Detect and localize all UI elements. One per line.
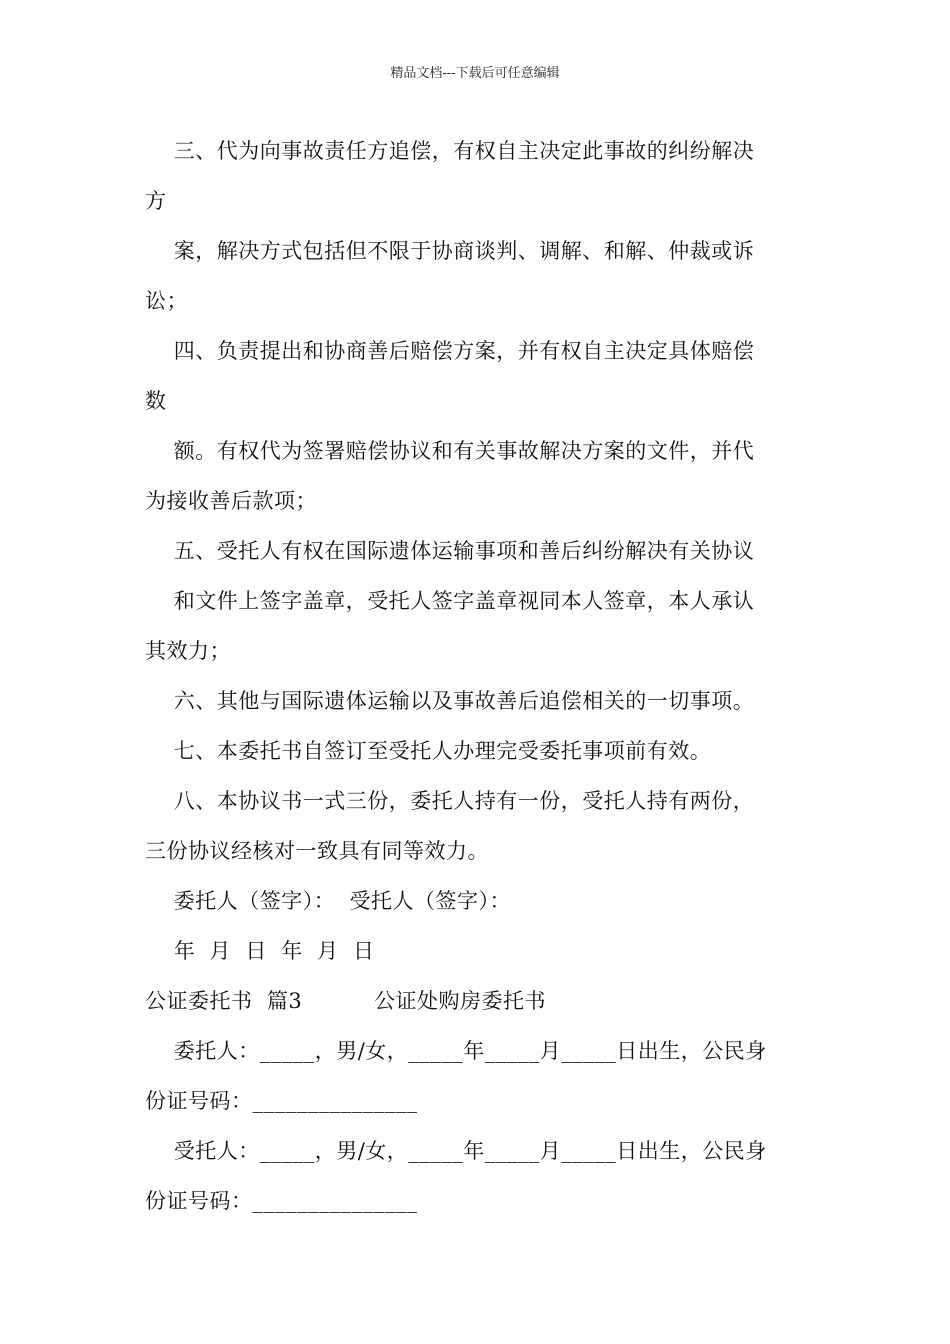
paragraph-line: 数	[145, 389, 167, 413]
paragraph-line: 三、代为向事故责任方追偿，有权自主决定此事故的纠纷解决	[145, 139, 755, 163]
paragraph-line: 讼；	[145, 289, 188, 313]
paragraph-line: 案，解决方式包括但不限于协商谈判、调解、和解、仲裁或诉	[145, 239, 755, 263]
form-line-agent: 受托人：_____，男/女，_____年_____月_____日出生，公民身	[145, 1139, 767, 1163]
paragraph-line: 六、其他与国际遗体运输以及事故善后追偿相关的一切事项。	[145, 689, 755, 713]
paragraph-line: 四、负责提出和协商善后赔偿方案，并有权自主决定具体赔偿	[145, 339, 755, 363]
form-line-principal: 委托人：_____，男/女，_____年_____月_____日出生，公民身	[145, 1039, 767, 1063]
signature-line: 委托人（签字）： 受托人（签字）：	[145, 889, 512, 913]
form-line-agent-id: 份证号码：_______________	[145, 1189, 418, 1213]
section-title: 公证委托书 篇3 公证处购房委托书	[145, 989, 546, 1013]
paragraph-line: 为接收善后款项；	[145, 489, 317, 513]
paragraph-line: 五、受托人有权在国际遗体运输事项和善后纠纷解决有关协议	[145, 539, 755, 563]
page-header-watermark: 精品文档---下载后可任意编辑	[390, 66, 560, 81]
paragraph-line: 和文件上签字盖章，受托人签字盖章视同本人签章，本人承认	[145, 589, 755, 613]
paragraph-line: 额。有权代为签署赔偿协议和有关事故解决方案的文件，并代	[145, 439, 755, 463]
date-line: 年 月 日 年 月 日	[145, 939, 375, 963]
form-line-principal-id: 份证号码：_______________	[145, 1089, 418, 1113]
paragraph-line: 方	[145, 189, 167, 213]
paragraph-line: 其效力；	[145, 639, 231, 663]
paragraph-line: 八、本协议书一式三份，委托人持有一份，受托人持有两份，	[145, 789, 755, 813]
paragraph-line: 七、本委托书自签订至受托人办理完受委托事项前有效。	[145, 739, 712, 763]
paragraph-line: 三份协议经核对一致具有同等效力。	[145, 839, 489, 863]
